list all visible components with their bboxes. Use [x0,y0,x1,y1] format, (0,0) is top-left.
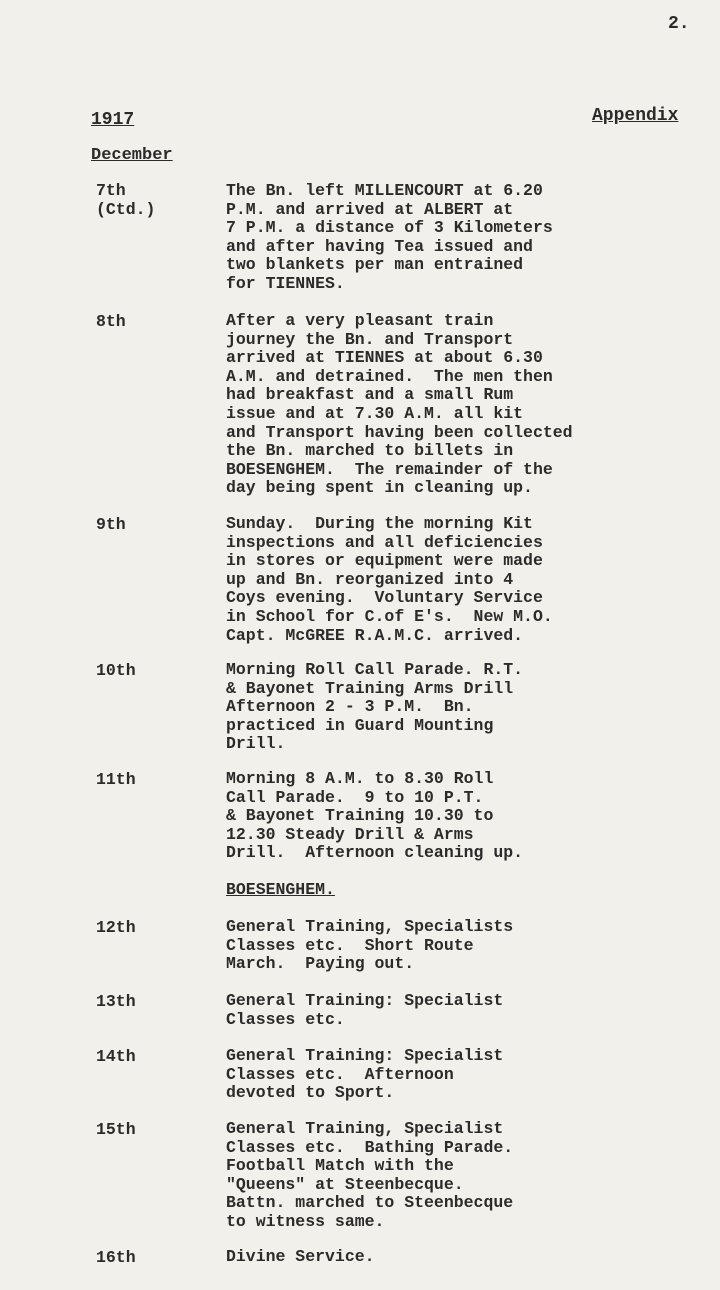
entry-text: Divine Service. [226,1247,375,1266]
entry-text: Morning Roll Call Parade. R.T. & Bayonet Training Arms Drill Afternoon 2 - 3 P.M. Bn. practiced in Guard Mounting Drill. [226,660,524,754]
year-heading: 1917 [91,110,135,130]
place-heading: BOESENGHEM. [226,880,335,899]
entry-text: Morning 8 A.M. to 8.30 Roll Call Parade. 9 to 10 P.T. & Bayonet Training 10.30 to 12.30 Steady Drill & Arms Drill. Afternoon cleaning up. [226,769,524,863]
entry-text: The Bn. left MILLENCOURT at 6.20 P.M. and arrived at ALBERT at 7 P.M. a distance of 3 Kilometers and after having Tea issued and two blankets per man entrained for TIENNES. [226,181,553,293]
entry-text: General Training, Specialist Classes etc. Bathing Parade. Football Match with the "Queens" at Steenbecque. Battn. marched to Steenbecque to witness same. [226,1119,514,1231]
entry-text: Sunday. During the morning Kit inspections and all deficiencies in stores or equipment were made up and Bn. reorganized into 4 Coys evening. Voluntary Service in School for C.of E's. New M.O. Capt. McGREE R.A.M.C. arrived. [226,514,553,645]
entry-date: 12th [96,918,136,937]
entry-date: 7th (Ctd.) [96,181,156,219]
entry-date: 8th [96,312,126,331]
entry-date: 11th [96,770,136,789]
entry-date: 10th [96,661,136,680]
entry-date: 15th [96,1120,136,1139]
entry-text: General Training, Specialists Classes etc. Short Route March. Paying out. [226,917,514,974]
month-heading: December [91,146,173,165]
entry-date: 9th [96,515,126,534]
entry-text: General Training: Specialist Classes etc. Afternoon devoted to Sport. [226,1046,504,1103]
entry-date: 16th [96,1248,136,1267]
entry-date: 14th [96,1047,136,1066]
page-number: 2. [668,14,690,34]
appendix-heading: Appendix [592,106,679,126]
entry-text: General Training: Specialist Classes etc. [226,991,504,1029]
entry-text: After a very pleasant train journey the Bn. and Transport arrived at TIENNES at about 6.30 A.M. and detrained. The men then had breakfast and a small Rum issue and at 7.30 A.M. all kit and Transport having been collected the Bn. marched to billets in BOESENGHEM. The remainder of the day being spent in cleaning up. [226,311,573,498]
entry-date: 13th [96,992,136,1011]
